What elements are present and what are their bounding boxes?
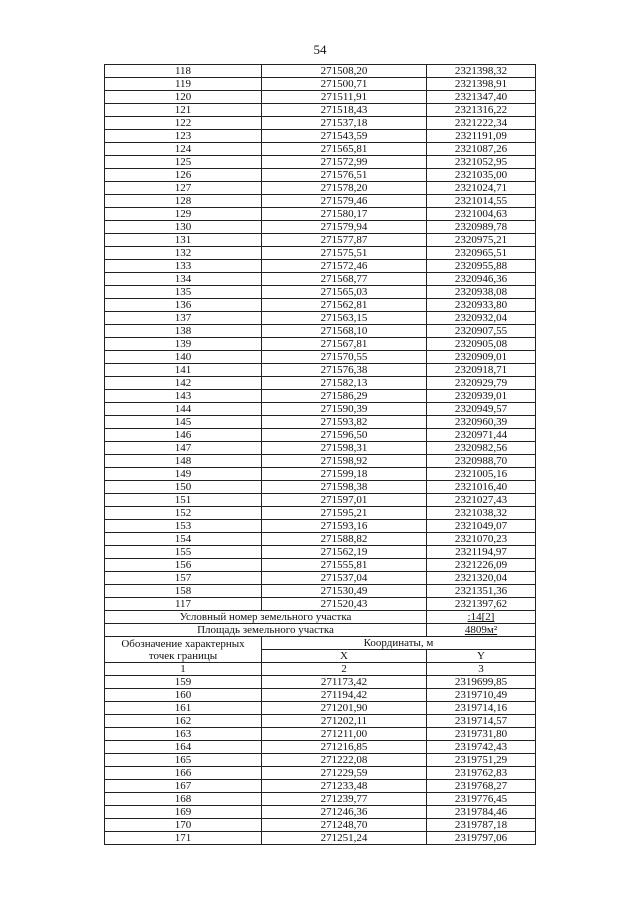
point-number-cell: 126 — [105, 169, 262, 182]
table-row — [105, 702, 536, 715]
table-row — [105, 247, 536, 260]
point-number-cell: 152 — [105, 507, 262, 520]
y-coordinate-cell: 2320975,21 — [427, 234, 536, 247]
y-coordinate-cell: 2321014,55 — [427, 195, 536, 208]
table-row — [105, 403, 536, 416]
point-number-cell: 134 — [105, 273, 262, 286]
point-number-cell: 132 — [105, 247, 262, 260]
point-label-line2: точек границы — [148, 649, 218, 662]
table-row — [105, 572, 536, 585]
y-coordinate-cell: 2321038,32 — [427, 507, 536, 520]
y-coordinate-cell: 2320946,36 — [427, 273, 536, 286]
table-row — [105, 169, 536, 182]
point-number-cell: 120 — [105, 91, 262, 104]
x-coordinate-cell: 271565,03 — [262, 286, 427, 299]
x-coordinate-cell: 271579,46 — [262, 195, 427, 208]
table-row — [105, 91, 536, 104]
x-coordinate-cell: 271537,18 — [262, 117, 427, 130]
table-row — [105, 481, 536, 494]
y-coordinate-cell: 2321070,23 — [427, 533, 536, 546]
x-column-header: X — [262, 650, 427, 663]
table-row — [105, 390, 536, 403]
x-coordinate-cell: 271565,81 — [262, 143, 427, 156]
x-coordinate-cell: 271229,59 — [262, 767, 427, 780]
table-row — [105, 143, 536, 156]
parcel-area-label: Площадь земельного участка — [105, 624, 427, 637]
y-coordinate-cell: 2320938,08 — [427, 286, 536, 299]
table-row — [105, 377, 536, 390]
x-coordinate-cell: 271598,38 — [262, 481, 427, 494]
point-number-cell: 151 — [105, 494, 262, 507]
point-number-cell: 136 — [105, 299, 262, 312]
y-coordinate-cell: 2319742,43 — [427, 741, 536, 754]
table-row — [105, 286, 536, 299]
table-row — [105, 806, 536, 819]
point-number-cell: 149 — [105, 468, 262, 481]
point-number-cell: 145 — [105, 416, 262, 429]
x-coordinate-cell: 271590,39 — [262, 403, 427, 416]
y-coordinate-cell: 2320929,79 — [427, 377, 536, 390]
y-coordinate-cell: 2320989,78 — [427, 221, 536, 234]
x-coordinate-cell: 271596,50 — [262, 429, 427, 442]
y-coordinate-cell: 2321049,07 — [427, 520, 536, 533]
point-number-cell: 146 — [105, 429, 262, 442]
x-coordinate-cell: 271567,81 — [262, 338, 427, 351]
y-coordinate-cell: 2320988,70 — [427, 455, 536, 468]
y-coordinate-cell: 2320965,51 — [427, 247, 536, 260]
x-coordinate-cell: 271576,38 — [262, 364, 427, 377]
y-coordinate-cell: 2321087,26 — [427, 143, 536, 156]
x-coordinate-cell: 271511,91 — [262, 91, 427, 104]
column-number-2: 2 — [262, 663, 427, 676]
table-row — [105, 793, 536, 806]
y-coordinate-cell: 2319787,18 — [427, 819, 536, 832]
point-number-cell: 137 — [105, 312, 262, 325]
table-row — [105, 221, 536, 234]
point-label-line1: Обозначение характерных — [121, 637, 245, 650]
point-number-cell: 168 — [105, 793, 262, 806]
table-row — [105, 520, 536, 533]
x-coordinate-cell: 271216,85 — [262, 741, 427, 754]
x-coordinate-cell: 271572,99 — [262, 156, 427, 169]
table-row — [105, 533, 536, 546]
x-coordinate-cell: 271233,48 — [262, 780, 427, 793]
y-coordinate-cell: 2321035,00 — [427, 169, 536, 182]
point-number-cell: 119 — [105, 78, 262, 91]
x-coordinate-cell: 271201,90 — [262, 702, 427, 715]
x-coordinate-cell: 271568,10 — [262, 325, 427, 338]
x-coordinate-cell: 271239,77 — [262, 793, 427, 806]
point-number-cell: 123 — [105, 130, 262, 143]
point-number-cell: 130 — [105, 221, 262, 234]
x-coordinate-cell: 271222,08 — [262, 754, 427, 767]
x-coordinate-cell: 271582,13 — [262, 377, 427, 390]
x-coordinate-cell: 271562,81 — [262, 299, 427, 312]
parcel-number-row — [105, 611, 536, 624]
table-row — [105, 416, 536, 429]
point-number-cell: 143 — [105, 390, 262, 403]
table-row — [105, 299, 536, 312]
point-label-header — [105, 637, 262, 663]
y-coordinate-cell: 2321004,63 — [427, 208, 536, 221]
table-row — [105, 182, 536, 195]
point-number-cell: 142 — [105, 377, 262, 390]
point-number-cell: 117 — [105, 598, 262, 611]
y-coordinate-cell: 2319731,80 — [427, 728, 536, 741]
y-column-header: Y — [427, 650, 536, 663]
table-row — [105, 494, 536, 507]
y-coordinate-cell: 2319797,06 — [427, 832, 536, 845]
table-row — [105, 195, 536, 208]
x-coordinate-cell: 271246,36 — [262, 806, 427, 819]
parcel-area-row — [105, 624, 536, 637]
table-row — [105, 676, 536, 689]
point-number-cell: 157 — [105, 572, 262, 585]
table-row — [105, 598, 536, 611]
column-number-1: 1 — [105, 663, 262, 676]
y-coordinate-cell: 2320960,39 — [427, 416, 536, 429]
y-coordinate-cell: 2321027,43 — [427, 494, 536, 507]
y-coordinate-cell: 2319762,83 — [427, 767, 536, 780]
table-row — [105, 325, 536, 338]
point-number-cell: 169 — [105, 806, 262, 819]
x-coordinate-cell: 271251,24 — [262, 832, 427, 845]
table-row — [105, 507, 536, 520]
table-row — [105, 260, 536, 273]
x-coordinate-cell: 271572,46 — [262, 260, 427, 273]
x-coordinate-cell: 271568,77 — [262, 273, 427, 286]
parcel-number-value: :14[2] — [467, 611, 495, 623]
table-row — [105, 442, 536, 455]
table-row — [105, 351, 536, 364]
table-row — [105, 689, 536, 702]
point-number-cell: 164 — [105, 741, 262, 754]
x-coordinate-cell: 271586,29 — [262, 390, 427, 403]
y-coordinate-cell: 2321024,71 — [427, 182, 536, 195]
coordinates-block-1 — [105, 65, 536, 611]
table-row — [105, 234, 536, 247]
table-row — [105, 117, 536, 130]
y-coordinate-cell: 2319699,85 — [427, 676, 536, 689]
point-number-cell: 165 — [105, 754, 262, 767]
point-number-cell: 166 — [105, 767, 262, 780]
y-coordinate-cell: 2320907,55 — [427, 325, 536, 338]
table-row — [105, 715, 536, 728]
table-row — [105, 559, 536, 572]
x-coordinate-cell: 271588,82 — [262, 533, 427, 546]
y-coordinate-cell: 2320918,71 — [427, 364, 536, 377]
point-number-cell: 133 — [105, 260, 262, 273]
table-row — [105, 429, 536, 442]
y-coordinate-cell: 2320905,08 — [427, 338, 536, 351]
table-header — [105, 637, 536, 676]
x-coordinate-cell: 271173,42 — [262, 676, 427, 689]
y-coordinate-cell: 2319714,16 — [427, 702, 536, 715]
coords-label-header: Координаты, м — [262, 637, 536, 650]
x-coordinate-cell: 271570,55 — [262, 351, 427, 364]
parcel-info — [105, 611, 536, 637]
y-coordinate-cell: 2321005,16 — [427, 468, 536, 481]
y-coordinate-cell: 2319751,29 — [427, 754, 536, 767]
table-row — [105, 130, 536, 143]
table-row — [105, 338, 536, 351]
point-number-cell: 135 — [105, 286, 262, 299]
table-row — [105, 585, 536, 598]
y-coordinate-cell: 2320939,01 — [427, 390, 536, 403]
point-number-cell: 129 — [105, 208, 262, 221]
y-coordinate-cell: 2321222,34 — [427, 117, 536, 130]
table-row — [105, 364, 536, 377]
x-coordinate-cell: 271211,00 — [262, 728, 427, 741]
y-coordinate-cell: 2320955,88 — [427, 260, 536, 273]
table-row — [105, 273, 536, 286]
table-row — [105, 728, 536, 741]
y-coordinate-cell: 2320949,57 — [427, 403, 536, 416]
point-number-cell: 155 — [105, 546, 262, 559]
x-coordinate-cell: 271578,20 — [262, 182, 427, 195]
table-row — [105, 754, 536, 767]
point-number-cell: 162 — [105, 715, 262, 728]
y-coordinate-cell: 2319710,49 — [427, 689, 536, 702]
y-coordinate-cell: 2320982,56 — [427, 442, 536, 455]
x-coordinate-cell: 271508,20 — [262, 65, 427, 78]
x-coordinate-cell: 271579,94 — [262, 221, 427, 234]
parcel-number-label: Условный номер земельного участка — [105, 611, 427, 624]
y-coordinate-cell: 2321351,36 — [427, 585, 536, 598]
point-number-cell: 118 — [105, 65, 262, 78]
x-coordinate-cell: 271248,70 — [262, 819, 427, 832]
x-coordinate-cell: 271563,15 — [262, 312, 427, 325]
parcel-area-value: 4809м² — [464, 624, 498, 636]
y-coordinate-cell: 2320909,01 — [427, 351, 536, 364]
point-number-cell: 144 — [105, 403, 262, 416]
y-coordinate-cell: 2319714,57 — [427, 715, 536, 728]
point-number-cell: 127 — [105, 182, 262, 195]
point-number-cell: 156 — [105, 559, 262, 572]
point-number-cell: 159 — [105, 676, 262, 689]
table-row — [105, 819, 536, 832]
x-coordinate-cell: 271599,18 — [262, 468, 427, 481]
column-number-row — [105, 663, 536, 676]
point-number-cell: 158 — [105, 585, 262, 598]
table-row — [105, 156, 536, 169]
x-coordinate-cell: 271500,71 — [262, 78, 427, 91]
point-number-cell: 171 — [105, 832, 262, 845]
x-coordinate-cell: 271202,11 — [262, 715, 427, 728]
table-row — [105, 832, 536, 845]
point-number-cell: 138 — [105, 325, 262, 338]
x-coordinate-cell: 271580,17 — [262, 208, 427, 221]
y-coordinate-cell: 2321226,09 — [427, 559, 536, 572]
y-coordinate-cell: 2321398,91 — [427, 78, 536, 91]
table-row — [105, 780, 536, 793]
x-coordinate-cell: 271530,49 — [262, 585, 427, 598]
table-row — [105, 767, 536, 780]
y-coordinate-cell: 2321398,32 — [427, 65, 536, 78]
point-number-cell: 148 — [105, 455, 262, 468]
point-number-cell: 124 — [105, 143, 262, 156]
table-row — [105, 455, 536, 468]
point-number-cell: 161 — [105, 702, 262, 715]
y-coordinate-cell: 2321194,97 — [427, 546, 536, 559]
x-coordinate-cell: 271593,16 — [262, 520, 427, 533]
point-number-cell: 122 — [105, 117, 262, 130]
y-coordinate-cell: 2321320,04 — [427, 572, 536, 585]
y-coordinate-cell: 2319768,27 — [427, 780, 536, 793]
y-coordinate-cell: 2321191,09 — [427, 130, 536, 143]
table-row — [105, 65, 536, 78]
point-number-cell: 167 — [105, 780, 262, 793]
y-coordinate-cell: 2321347,40 — [427, 91, 536, 104]
y-coordinate-cell: 2319784,46 — [427, 806, 536, 819]
table-row — [105, 104, 536, 117]
point-number-cell: 163 — [105, 728, 262, 741]
point-number-cell: 153 — [105, 520, 262, 533]
point-number-cell: 147 — [105, 442, 262, 455]
x-coordinate-cell: 271518,43 — [262, 104, 427, 117]
y-coordinate-cell: 2321016,40 — [427, 481, 536, 494]
point-number-cell: 154 — [105, 533, 262, 546]
x-coordinate-cell: 271520,43 — [262, 598, 427, 611]
point-number-cell: 150 — [105, 481, 262, 494]
x-coordinate-cell: 271593,82 — [262, 416, 427, 429]
x-coordinate-cell: 271595,21 — [262, 507, 427, 520]
point-number-cell: 121 — [105, 104, 262, 117]
table-row — [105, 468, 536, 481]
point-number-cell: 141 — [105, 364, 262, 377]
point-number-cell: 170 — [105, 819, 262, 832]
x-coordinate-cell: 271575,51 — [262, 247, 427, 260]
point-number-cell: 140 — [105, 351, 262, 364]
x-coordinate-cell: 271194,42 — [262, 689, 427, 702]
x-coordinate-cell: 271555,81 — [262, 559, 427, 572]
table-row — [105, 546, 536, 559]
y-coordinate-cell: 2319776,45 — [427, 793, 536, 806]
x-coordinate-cell: 271598,92 — [262, 455, 427, 468]
point-number-cell: 125 — [105, 156, 262, 169]
table-row — [105, 741, 536, 754]
table-row — [105, 208, 536, 221]
coordinates-block-2 — [105, 676, 536, 845]
x-coordinate-cell: 271598,31 — [262, 442, 427, 455]
table-row — [105, 78, 536, 91]
x-coordinate-cell: 271577,87 — [262, 234, 427, 247]
y-coordinate-cell: 2321052,95 — [427, 156, 536, 169]
x-coordinate-cell: 271543,59 — [262, 130, 427, 143]
x-coordinate-cell: 271597,01 — [262, 494, 427, 507]
y-coordinate-cell: 2320933,80 — [427, 299, 536, 312]
x-coordinate-cell: 271537,04 — [262, 572, 427, 585]
y-coordinate-cell: 2321397,62 — [427, 598, 536, 611]
point-number-cell: 131 — [105, 234, 262, 247]
x-coordinate-cell: 271576,51 — [262, 169, 427, 182]
coordinates-table — [104, 64, 536, 845]
column-number-3: 3 — [427, 663, 536, 676]
table-row — [105, 312, 536, 325]
point-number-cell: 139 — [105, 338, 262, 351]
y-coordinate-cell: 2320932,04 — [427, 312, 536, 325]
point-number-cell: 128 — [105, 195, 262, 208]
x-coordinate-cell: 271562,19 — [262, 546, 427, 559]
page-number: 54 — [313, 42, 327, 57]
y-coordinate-cell: 2320971,44 — [427, 429, 536, 442]
y-coordinate-cell: 2321316,22 — [427, 104, 536, 117]
point-number-cell: 160 — [105, 689, 262, 702]
